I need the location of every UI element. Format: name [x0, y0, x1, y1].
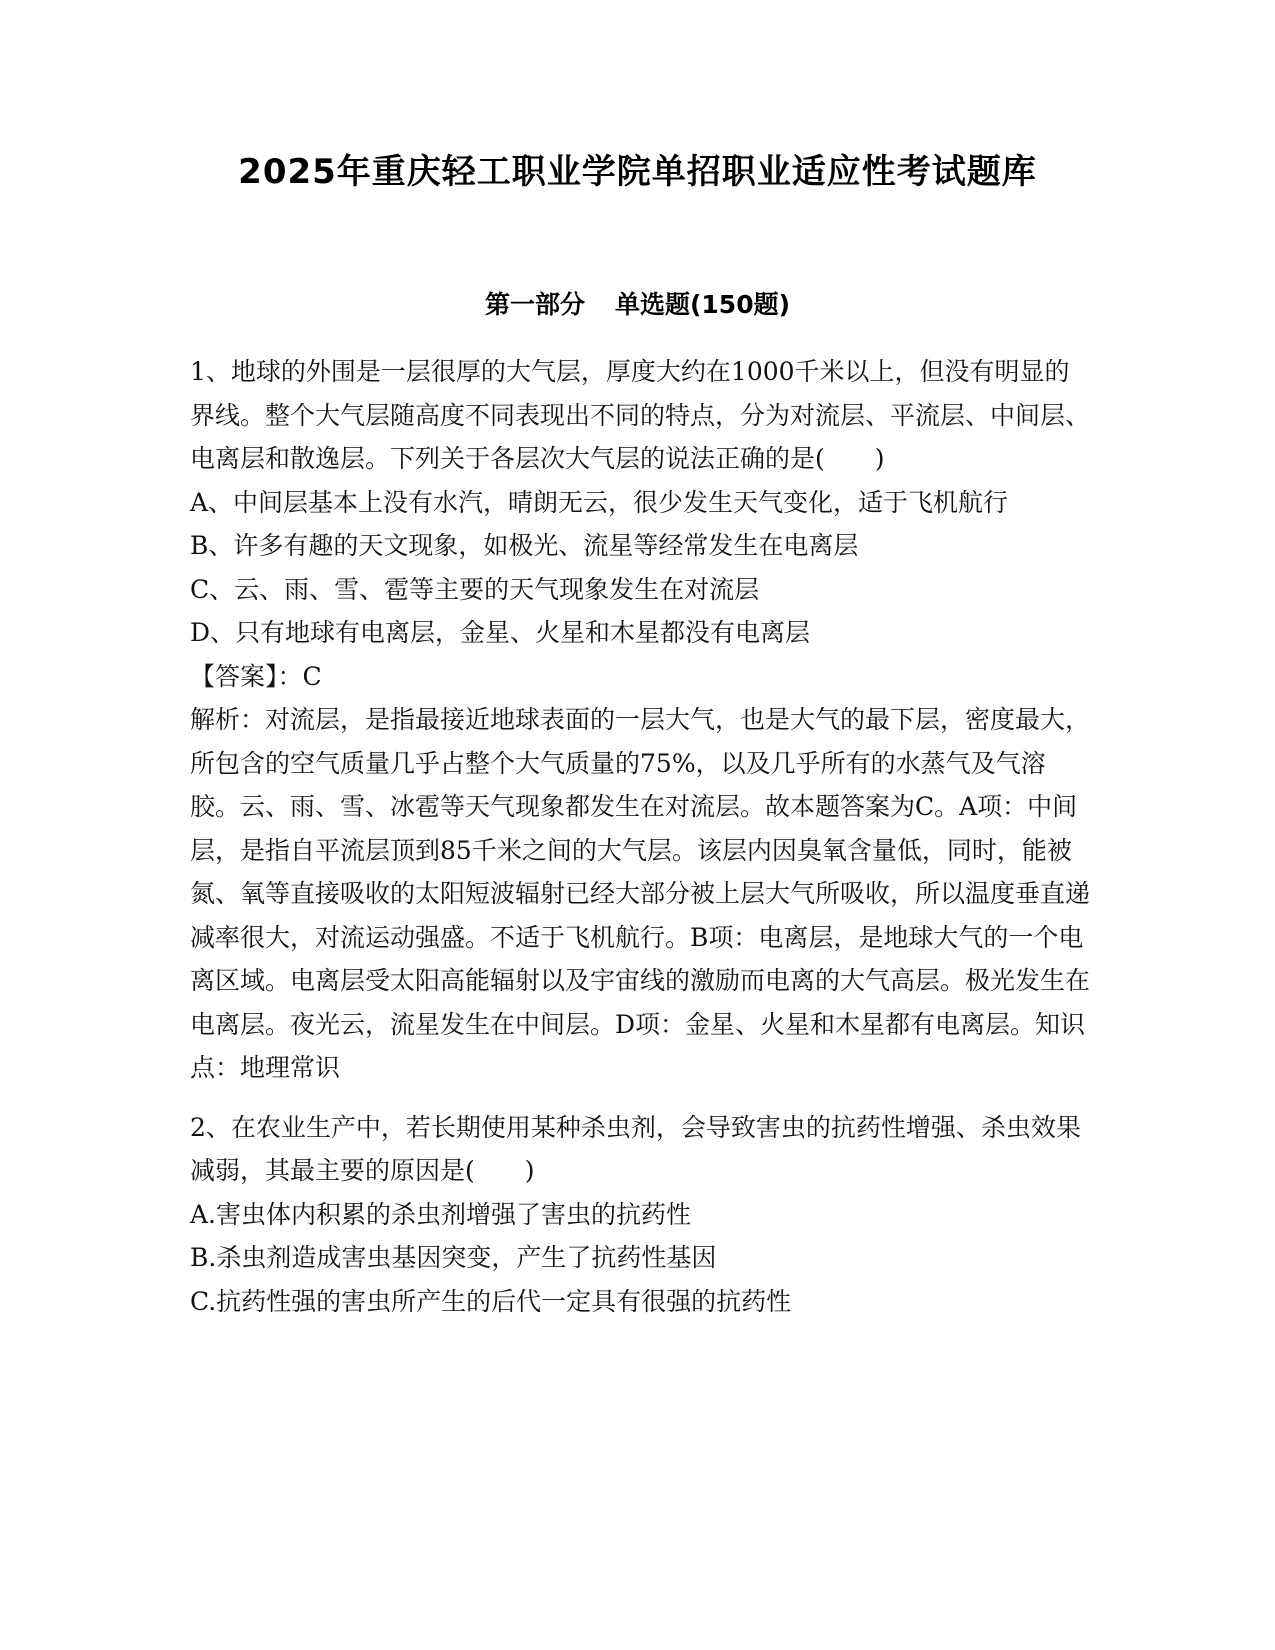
- questions-content: [190, 350, 1090, 1323]
- question-2-option-b: B.杀虫剂造成害虫基因突变，产生了抗药性基因: [190, 1243, 717, 1272]
- question-1-answer: 【答案】：C: [190, 661, 322, 691]
- question-1-option-c: C、云、雨、雪、雹等主要的天气现象发生在对流层: [190, 574, 760, 604]
- question-1: [190, 350, 1090, 1090]
- section-part-label: 第一部分: [484, 290, 585, 319]
- question-2-option-a: A.害虫体内积累的杀虫剂增强了害虫的抗药性: [190, 1199, 692, 1229]
- question-1-option-b: B、许多有趣的天文现象，如极光、流星等经常发生在电离层: [190, 531, 859, 560]
- question-2: [190, 1106, 1090, 1324]
- document-title: 2025年重庆轻工职业学院单招职业适应性考试题库: [238, 152, 1037, 192]
- question-2-option-c: C.抗药性强的害虫所产生的后代一定具有很强的抗药性: [190, 1286, 792, 1316]
- section-name-label: 单选题(150题): [614, 290, 791, 319]
- question-1-analysis: 解析：对流层，是指最接近地球表面的一层大气，也是大气的最下层，密度最大，所包含的空气质量几乎占整个大气质量的75%，以及几乎所有的水蒸气及气溶胶。云、雨、雪、冰雹等天气现象都发生在对流层。故本题答案为C。A项：中间层，是指自平流层顶到85千米之间的大气层。该层内因臭氧含量低，同时，能被氮、氧等直接吸收的太阳短波辐射已经大部分被上层大气所吸收，所以温度垂直递减率很大，对流运动强盛。不适于飞机航行。B项：电离层，是地球大气的一个电离区域。电离层受太阳高能辐射以及宇宙线的激励而电离的大气高层。极光发生在电离层。夜光云，流星发生在中间层。D项：金星、火星和木星都有电离层。知识点：地理常识: [190, 705, 1091, 1082]
- question-1-option-d: D、只有地球有电离层，金星、火星和木星都没有电离层: [190, 618, 811, 647]
- question-spacer: [190, 1090, 1090, 1106]
- question-1-stem: 1、地球的外围是一层很厚的大气层，厚度大约在1000千米以上，但没有明显的界线。整个大气层随高度不同表现出不同的特点，分为对流层、平流层、中间层、电离层和散逸层。下列关于各层次大气层的说法正确的是( ): [190, 357, 1091, 473]
- question-2-stem: 2、在农业生产中，若长期使用某种杀虫剂，会导致害虫的抗药性增强、杀虫效果减弱，其最主要的原因是( ): [190, 1112, 1081, 1185]
- section-heading: [0, 288, 1275, 322]
- question-1-option-a: A、中间层基本上没有水汽，晴朗无云，很少发生天气变化，适于飞机航行: [190, 487, 1009, 517]
